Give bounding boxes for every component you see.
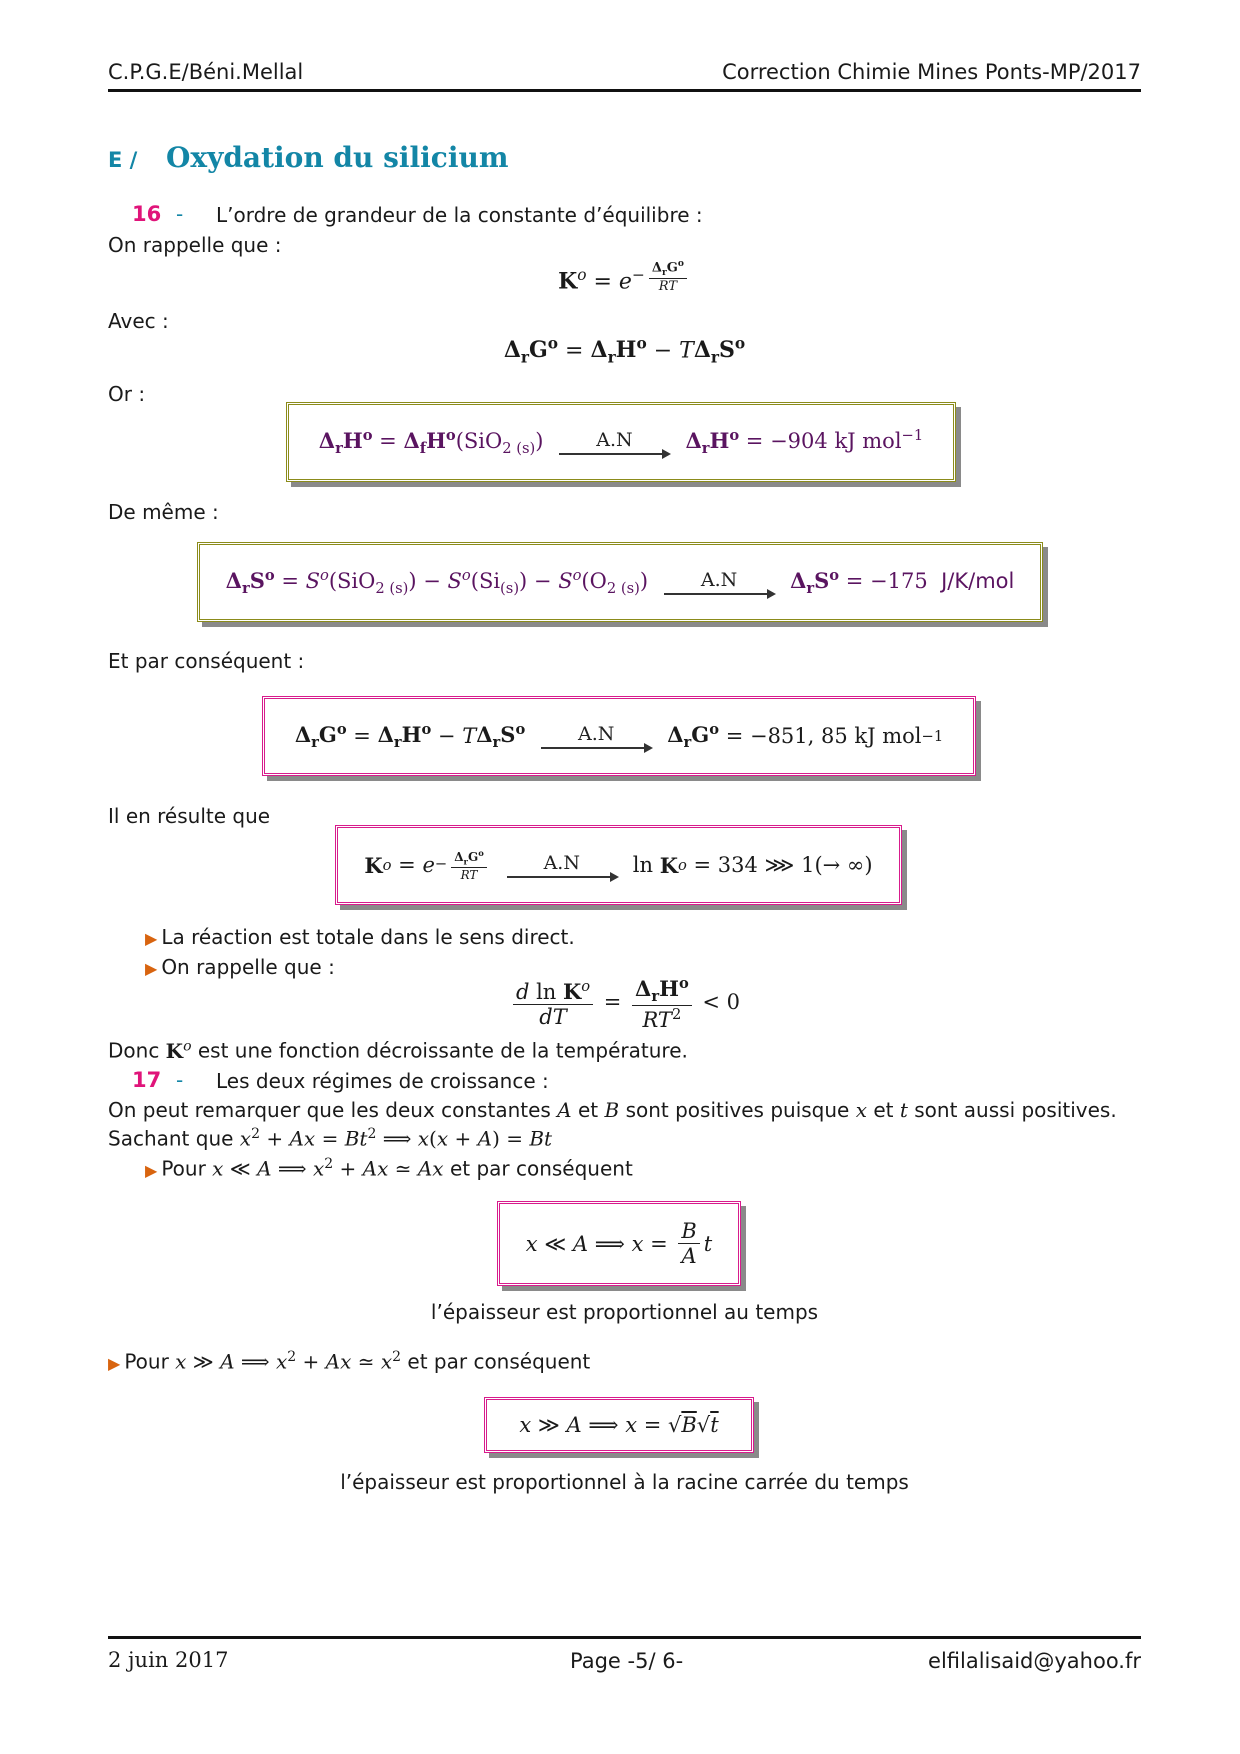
- arrow-an: A.N: [559, 429, 669, 455]
- triangle-bullet-icon: ▶: [108, 1353, 121, 1373]
- footer-email: elfilalisaid@yahoo.fr: [928, 1649, 1141, 1673]
- conclusion-parabolic: l’épaisseur est proportionnel à la racine carrée du temps: [340, 1470, 909, 1494]
- sachant-line: Sachant que $x^2 + Ax = Bt^2$ ⟹ x(x + A) = Bt: [108, 1126, 553, 1151]
- question-number-17: 17: [132, 1068, 162, 1092]
- section-number: E /: [108, 148, 138, 172]
- footer-page: Page -5/ 6-: [570, 1649, 684, 1673]
- bullet-item-2: ▶ On rappelle que :: [145, 955, 335, 979]
- header-rule: [108, 89, 1141, 92]
- de-meme-text: De même :: [108, 500, 219, 524]
- dh-value: −904: [770, 428, 828, 453]
- box-delta-s: $\Delta_rS^o = S^o(SiO_{2 (s)}) - S^o(Si_{(s)}) - S^o(O_{2 (s)})$ A.N $\Delta_rS^o = -175$ J/K/mol: [197, 542, 1043, 622]
- question-title-16: L’ordre de grandeur de la constante d’équilibre :: [216, 203, 703, 227]
- box-parabolic-regime: x ≫ A ⟹ x = √ B √ t: [484, 1397, 754, 1453]
- ds-value: −175: [870, 568, 928, 593]
- bullet-item-3: ▶ Pour x ≪ A ⟹ $x^2 + Ax$ ≃ Ax et par conséquent: [145, 1156, 633, 1181]
- avec-text: Avec :: [108, 309, 169, 333]
- triangle-bullet-icon: ▶: [145, 929, 158, 948]
- question-dash-17: -: [176, 1068, 184, 1092]
- bullet-item-1: ▶ La réaction est totale dans le sens direct.: [145, 925, 575, 949]
- et-par-consequent-text: Et par conséquent :: [108, 649, 305, 673]
- footer-date: 2 juin 2017: [108, 1648, 229, 1672]
- arrow-an: A.N: [507, 852, 617, 878]
- arrow-an: A.N: [664, 569, 774, 595]
- bullet-item-4: ▶ Pour x ≫ A ⟹ $x^2 + Ax$ ≃ $x^2$ et par conséquent: [108, 1349, 591, 1374]
- or-text: Or :: [108, 382, 146, 406]
- conclusion-linear: l’épaisseur est proportionnel au temps: [430, 1300, 819, 1324]
- question-title-17: Les deux régimes de croissance :: [216, 1069, 549, 1093]
- donc-text: Donc $K^o$ est une fonction décroissante de la température.: [108, 1038, 688, 1063]
- question-number-16: 16: [132, 202, 162, 226]
- header-left: C.P.G.E/Béni.Mellal: [108, 60, 304, 84]
- box-delta-g: $\Delta_rG^o$ = $\Delta_rH^o$ − T $\Delta_rS^o$ A.N $\Delta_rG^o$ = −851, 85 kJ mol −1: [262, 696, 976, 776]
- equation-k-definition: $K^o = e^{- \frac{\Delta_rG^o}{RT}}$: [108, 258, 1141, 294]
- header-right: Correction Chimie Mines Ponts-MP/2017: [722, 60, 1141, 84]
- section-title: Oxydation du silicium: [166, 141, 509, 174]
- box-lnk: K o = e − $\frac{\Delta_rG^o}{RT}$ A.N ln K o = 334 ⋙ 1(→ ∞): [335, 825, 902, 905]
- rappel-text: On rappelle que :: [108, 233, 282, 257]
- footer-rule: [108, 1636, 1141, 1639]
- dg-value: −851, 85: [749, 724, 848, 748]
- equation-gibbs: $\Delta_rG^o = \Delta_rH^o - T\Delta_rS^o$: [503, 335, 746, 367]
- lnk-value: 334: [717, 853, 758, 877]
- il-en-resulte-text: Il en résulte que: [108, 804, 271, 828]
- constants-remark: On peut remarquer que les deux constantes A et B sont positives puisque x et t sont aussi positives.: [108, 1098, 1117, 1122]
- question-dash-16: -: [176, 202, 184, 226]
- arrow-an: A.N: [541, 723, 651, 749]
- box-linear-regime: x ≪ A ⟹ x = $\frac{B}{A}$ t: [497, 1201, 741, 1286]
- triangle-bullet-icon: ▶: [145, 959, 158, 978]
- box-delta-h: $\Delta_rH^o = \Delta_fH^o(SiO_{2 (s)})$ A.N $\Delta_rH^o = -904$ kJ mol$^{-1}$: [286, 402, 956, 482]
- triangle-bullet-icon: ▶: [145, 1160, 158, 1180]
- equation-vant-hoff: $\frac{d \ln K^o}{dT}$ = $\frac{\Delta_rH^o}{RT^2}$ < 0: [108, 975, 1141, 1032]
